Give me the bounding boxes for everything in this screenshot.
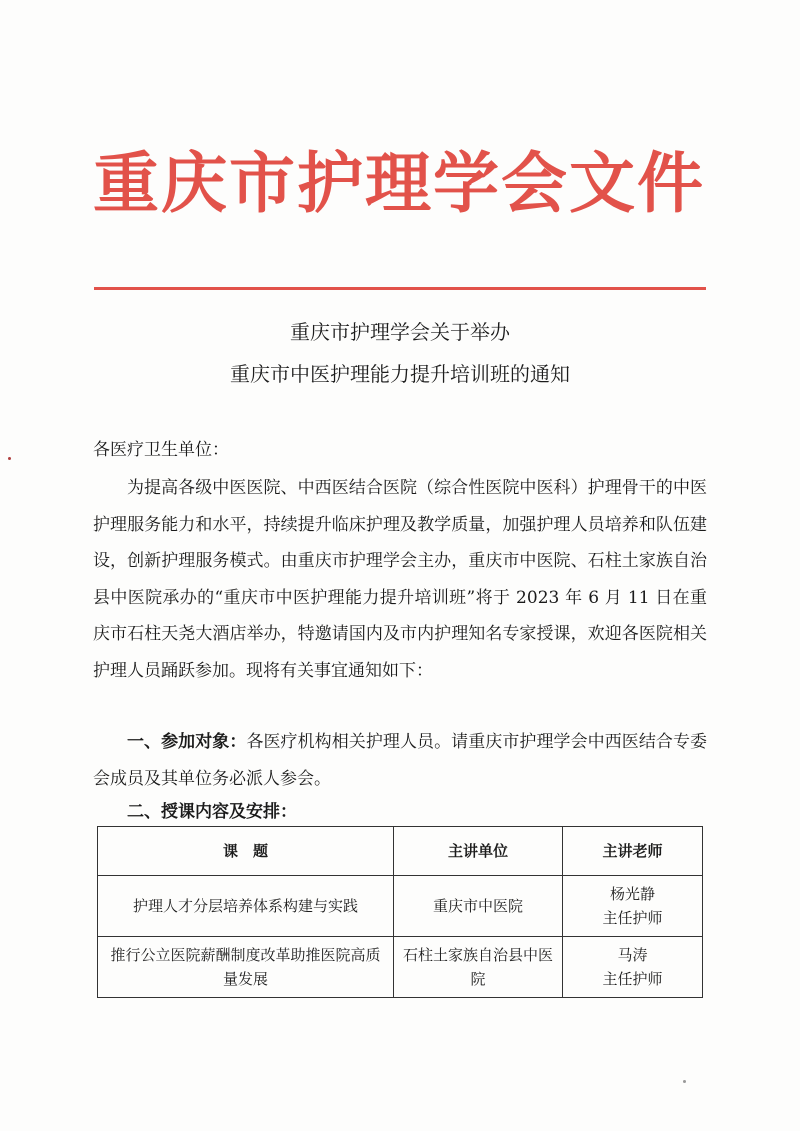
teacher-name: 马涛 [617,946,648,964]
header-course: 课 题 [98,827,394,876]
unit-cell: 石柱土家族自治县中医院 [393,937,562,998]
notice-title-line1: 重庆市护理学会关于举办 [290,320,510,344]
masthead-title: 重庆市护理学会文件 [93,144,705,222]
section1-text: 各医疗机构相关护理人员。请重庆市护理学会中西医结合专委会成员及其单位务必派人参会。 [93,732,708,789]
section1-heading: 一、参加对象： [127,732,247,752]
teacher-title: 主任护师 [602,909,663,927]
salutation: 各医疗卫生单位： [93,440,229,460]
header-unit: 主讲单位 [393,827,562,876]
teacher-cell [563,937,703,998]
intro-paragraph: 为提高各级中医医院、中西医结合医院（综合性医院中医科）护理骨干的中医护理服务能力和水平，持续提升临床护理及教学质量，加强护理人员培养和队伍建设，创新护理服务模式。由重庆市护理学会主办，重庆市中医院、石柱土家族自治县中医院承办的“重庆市中医护理能力提升培训班”将于 2023 年 6 月 11 日在重庆市石柱天尧大酒店举办，特邀请国内及市内护理知名专家授课，欢迎各医院相关护理人员踊跃参加。现将有关事宜通知如下： [93,478,707,681]
section2-heading: 二、授课内容及安排： [127,802,297,822]
header-teacher: 主讲老师 [563,827,703,876]
section1-paragraph [93,724,707,797]
table-row [98,937,703,998]
teacher-cell [563,876,703,937]
masthead-red-rule [94,287,706,290]
table-header-row [98,827,703,876]
scan-speck [683,1080,686,1083]
schedule-table [97,826,703,998]
scan-speck [8,457,11,460]
course-cell: 护理人才分层培养体系构建与实践 [98,876,394,937]
table-row [98,876,703,937]
unit-cell: 重庆市中医院 [393,876,562,937]
teacher-title: 主任护师 [602,970,663,988]
notice-title-line2: 重庆市中医护理能力提升培训班的通知 [230,362,570,386]
course-cell: 推行公立医院薪酬制度改革助推医院高质量发展 [98,937,394,998]
teacher-name: 杨光静 [610,885,656,903]
